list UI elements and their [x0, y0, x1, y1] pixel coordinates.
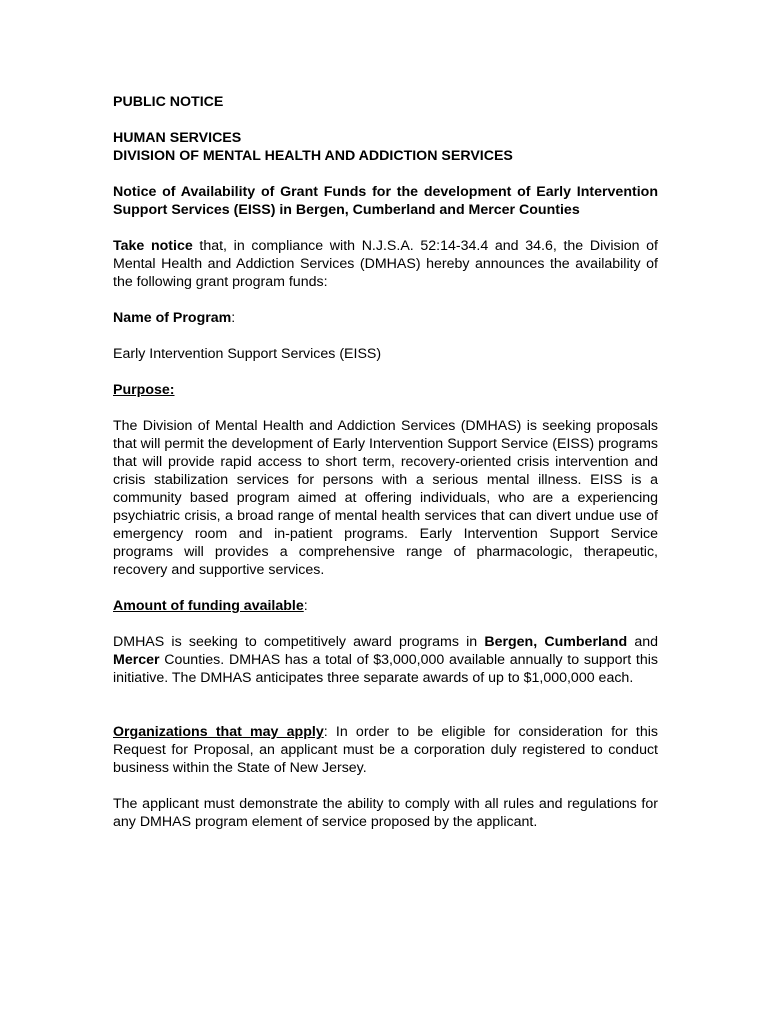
organizations-paragraph [113, 723, 658, 777]
program-heading [113, 309, 658, 327]
organizations-body: : In order to be eligible for consideration for this Request for Proposal, an applicant must be a corporation duly registered to conduct business within the State of New Jersey. [113, 724, 658, 776]
department-line-1: HUMAN SERVICES [113, 130, 242, 146]
organizations-label: Organizations that may apply [113, 724, 324, 740]
funding-text-3: Counties. DMHAS has a total of $3,000,000 available annually to support this initiative. The DMHAS anticipates three separate awards of up to $1,000,000 each. [113, 652, 658, 686]
purpose-heading: Purpose: [113, 382, 175, 398]
document-page [113, 93, 658, 831]
program-colon: : [231, 310, 236, 326]
funding-text-2: and [627, 634, 658, 650]
program-label: Name of Program [113, 310, 232, 326]
purpose-paragraph: The Division of Mental Health and Addiction Services (DMHAS) is seeking proposals that will permit the development of Early Intervention Support Service (EISS) programs that will provide rapid access to short term, recovery-oriented crisis intervention and crisis stabilization services for persons with a serious mental illness. EISS is a community based program aimed at offering individuals, who are a experiencing psychiatric crisis, a broad range of mental health services that can divert undue use of emergency room and in-patient programs. Early Intervention Support Service programs will provides a comprehensive range of pharmacologic, therapeutic, recovery and supportive services. [113, 418, 658, 578]
take-notice-lead: Take notice [113, 238, 193, 254]
department-line-2: DIVISION OF MENTAL HEALTH AND ADDICTION SERVICES [113, 148, 513, 164]
take-notice-body: that, in compliance with N.J.S.A. 52:14-34.4 and 34.6, the Division of Mental Health and Addiction Services (DMHAS) hereby announces the availability of the following grant program funds: [113, 238, 658, 290]
funding-heading [113, 597, 658, 615]
funding-paragraph [113, 633, 658, 687]
funding-colon: : [303, 598, 308, 614]
funding-counties-2: Mercer [113, 652, 160, 668]
department-heading [113, 129, 658, 165]
notice-header: PUBLIC NOTICE [113, 94, 224, 110]
funding-label: Amount of funding available [113, 598, 304, 614]
funding-counties-1: Bergen, Cumberland [484, 634, 628, 650]
notice-title: Notice of Availability of Grant Funds for the development of Early Intervention Support Services (EISS) in Bergen, Cumberland and Mercer Counties [113, 184, 658, 218]
program-name: Early Intervention Support Services (EISS) [113, 346, 382, 362]
funding-text-1: DMHAS is seeking to competitively award programs in [113, 634, 485, 650]
take-notice-paragraph [113, 237, 658, 291]
applicant-paragraph: The applicant must demonstrate the ability to comply with all rules and regulations for any DMHAS program element of service proposed by the applicant. [113, 796, 658, 830]
